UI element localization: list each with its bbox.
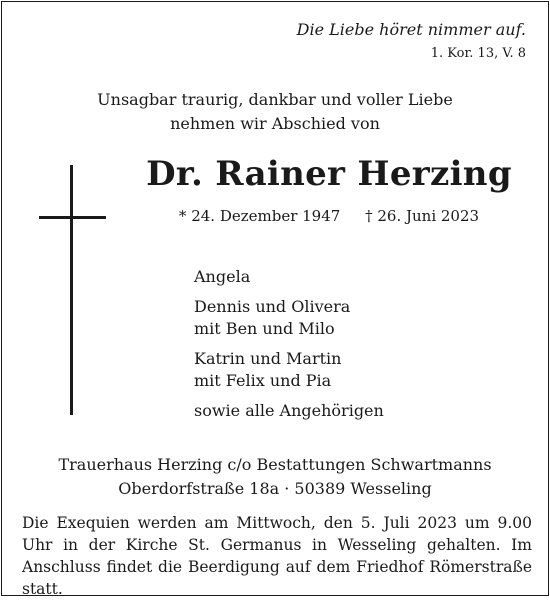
mourner-entry: Angela — [194, 267, 251, 286]
mourner-entry: Dennis und Olivera — [194, 297, 351, 316]
birth-date: * 24. Dezember 1947 — [178, 207, 341, 225]
funeral-notice: Die Exequien werden am Mittwoch, den 5. Juli 2023 um 9.00 Uhr in der Kirche St. Germanus in Wesseling gehalten. Im Anschluss findet die Beerdigung auf dem Friedhof Römerstraße statt. — [22, 514, 532, 598]
epigraph-quote: Die Liebe höret nimmer auf. — [296, 20, 526, 39]
cross-vertical-bar — [70, 165, 73, 415]
mourning-address — [2, 453, 548, 501]
address-line-2: Oberdorfstraße 18a · 50389 Wesseling — [118, 479, 432, 498]
mourner-entry: mit Felix und Pia — [194, 371, 332, 390]
mourners-list — [194, 266, 384, 422]
mourner-entry: sowie alle Angehörigen — [194, 401, 384, 420]
deceased-name: Dr. Rainer Herzing — [146, 154, 512, 194]
intro-line-1: Unsagbar traurig, dankbar und voller Liebe — [97, 90, 453, 109]
intro-text — [2, 88, 548, 136]
death-date: † 26. Juni 2023 — [365, 207, 480, 225]
mourner-entry: mit Ben und Milo — [194, 319, 335, 338]
obituary-notice — [1, 1, 549, 596]
life-dates — [144, 207, 514, 225]
mourner-entry: Katrin und Martin — [194, 349, 342, 368]
epigraph-reference: 1. Kor. 13, V. 8 — [430, 46, 526, 61]
address-line-1: Trauerhaus Herzing c/o Bestattungen Schwartmanns — [58, 455, 492, 474]
cross-horizontal-bar — [39, 216, 106, 219]
intro-line-2: nehmen wir Abschied von — [170, 114, 380, 133]
